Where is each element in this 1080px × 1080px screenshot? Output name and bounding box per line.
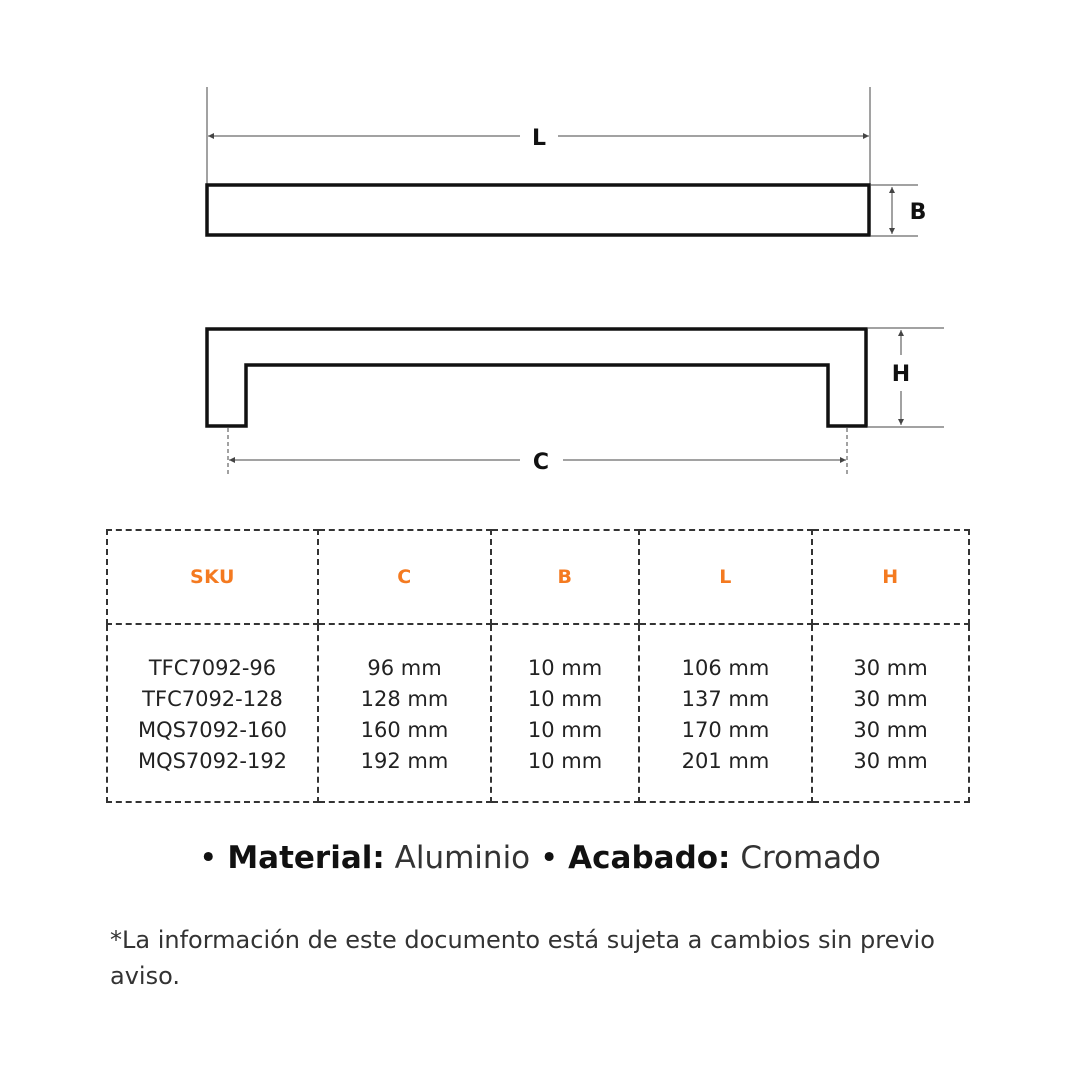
disclaimer-text: *La información de este documento está sujeta a cambios sin previo aviso. — [110, 926, 935, 990]
dimensions-table — [106, 529, 970, 803]
h-value: 30 mm — [853, 718, 928, 742]
header-c: C — [318, 530, 491, 624]
header-sku: SKU — [107, 530, 318, 624]
label-c: C — [532, 450, 550, 475]
l-cell — [639, 624, 812, 802]
h-cell — [812, 624, 969, 802]
sku-value: TFC7092-128 — [142, 687, 283, 711]
b-value: 10 mm — [527, 687, 603, 711]
l-value: 201 mm — [681, 749, 770, 773]
c-cell — [318, 624, 491, 802]
h-value: 30 mm — [853, 656, 928, 680]
finish-value: Cromado — [740, 840, 881, 876]
material-finish-line — [0, 840, 1080, 876]
header-l: L — [639, 530, 812, 624]
bullet: • — [199, 840, 218, 876]
l-value: 137 mm — [681, 687, 770, 711]
bullet: • — [540, 840, 559, 876]
handle-side-outline — [207, 329, 866, 426]
l-value: 106 mm — [681, 656, 770, 680]
top-view — [207, 87, 926, 236]
b-cell — [491, 624, 639, 802]
finish-label: Acabado: — [568, 840, 731, 876]
side-view — [207, 328, 944, 475]
b-value: 10 mm — [527, 656, 603, 680]
c-value: 96 mm — [367, 656, 442, 680]
header-h: H — [812, 530, 969, 624]
c-value: 128 mm — [360, 687, 449, 711]
sku-value: MQS7092-192 — [137, 749, 288, 773]
l-value: 170 mm — [681, 718, 770, 742]
c-value: 160 mm — [360, 718, 449, 742]
handle-top-outline — [207, 185, 869, 235]
sku-cell — [107, 624, 318, 802]
label-h: H — [891, 362, 911, 387]
label-l: L — [531, 126, 547, 151]
table-row — [107, 624, 969, 802]
table-header-row — [107, 530, 969, 624]
h-value: 30 mm — [853, 687, 928, 711]
sku-value: TFC7092-96 — [148, 656, 277, 680]
h-value: 30 mm — [853, 749, 928, 773]
sku-value: MQS7092-160 — [137, 718, 288, 742]
handle-dimension-drawing — [0, 0, 1080, 520]
b-value: 10 mm — [527, 718, 603, 742]
b-value: 10 mm — [527, 749, 603, 773]
header-b: B — [491, 530, 639, 624]
material-label: Material: — [227, 840, 385, 876]
label-b: B — [909, 200, 927, 225]
c-value: 192 mm — [360, 749, 449, 773]
material-value: Aluminio — [394, 840, 531, 876]
